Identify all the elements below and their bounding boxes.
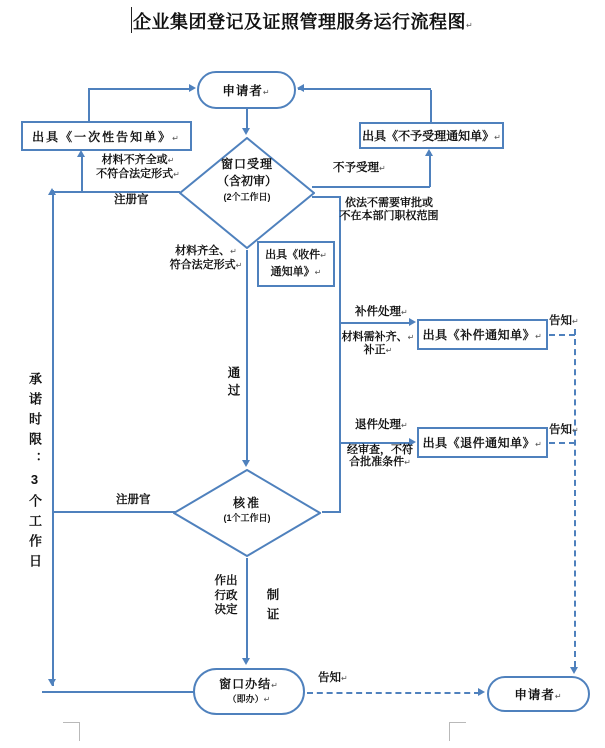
return-mark: ↵: [401, 421, 408, 430]
label-return-process: [355, 416, 408, 432]
return-mark: ↵: [314, 268, 322, 277]
label-supplement-process: [355, 303, 408, 319]
make-decision-line3: 决定: [214, 604, 238, 616]
return-mark: ↵: [379, 164, 386, 173]
applicant-bottom-label: [514, 685, 562, 703]
return-mark: ↵: [404, 458, 411, 467]
arrowhead-into-applicant-right: [297, 84, 304, 92]
label-not-accepted: [333, 159, 386, 175]
not-accept-notice-label: [362, 127, 501, 144]
approval-line2: (1个工作日): [223, 513, 271, 523]
connector-approval-to-complete: [246, 558, 248, 658]
connector-onetime-to-applicant: [88, 88, 190, 90]
page-title: [133, 8, 473, 34]
receipt-notice-line1: [265, 247, 327, 264]
window-accept-label: [179, 156, 315, 205]
label-materials-complete: [164, 245, 248, 272]
supplement-reason-line2: 补正: [363, 344, 386, 356]
connector-applicant-to-accept: [246, 109, 248, 130]
arrowhead-into-accept-diamond: [242, 128, 250, 135]
node-applicant-bottom: [487, 676, 590, 712]
return-mark: ↵: [572, 426, 579, 435]
return-mark: ↵: [407, 333, 415, 342]
label-notify-complete: [318, 669, 348, 685]
node-not-accept-notice: [359, 122, 504, 149]
label-registrar-top: 注册官: [114, 194, 149, 206]
connector-to-supplement-box: [341, 322, 411, 324]
connector-onetime-box-up: [88, 90, 90, 122]
return-mark: ↵: [535, 332, 543, 341]
node-applicant-top: [197, 71, 296, 109]
connector-notaccept-to-applicant: [298, 88, 431, 90]
label-no-need-approval: [331, 197, 447, 222]
materials-complete-line2: 符合法定形式: [169, 258, 236, 271]
timeline-span-line: [52, 190, 54, 686]
label-notify-return: [549, 421, 579, 437]
node-return-notice: [417, 427, 548, 458]
receipt-notice-line2: [271, 264, 322, 281]
arrowhead-into-onetime-box: [77, 150, 85, 157]
connector-up-to-notaccept-box: [429, 152, 431, 187]
return-reason-line1: 经审查，不符: [347, 444, 413, 456]
boundary-mark-left-h: [63, 722, 80, 723]
return-mark: ↵: [572, 317, 579, 326]
arrowhead-into-supplement-box: [409, 318, 416, 326]
text-cursor: [131, 7, 132, 33]
label-make-certificate: 制证: [265, 588, 279, 627]
return-mark: ↵: [494, 133, 501, 142]
materials-incomplete-line1: 材料不齐全或: [101, 154, 168, 166]
window-accept-line2: （含初审）: [216, 174, 277, 188]
notify-complete-text: 告知: [318, 672, 341, 684]
page-title-text: 企业集团登记及证照管理服务运行流程图: [133, 12, 466, 32]
supplement-reason-line1: 材料需补齐、: [341, 331, 408, 343]
window-complete-text2: （即办）: [227, 694, 264, 704]
connector-accept-right: [312, 186, 430, 188]
connector-accept-to-approval: [246, 250, 248, 460]
one-time-notice-label: [32, 128, 181, 145]
arrowhead-into-approval-diamond: [242, 460, 250, 467]
connector-timeline-to-complete: [42, 691, 197, 693]
window-accept-line1: 窗口受理: [220, 157, 273, 171]
node-receipt-notice: [257, 241, 335, 287]
supplement-notice-text: 出具《补件通知单》: [422, 328, 536, 342]
arrowhead-into-complete-oval: [242, 658, 250, 665]
arrowhead-into-applicant-left: [189, 84, 196, 92]
boundary-mark-left-v: [79, 722, 80, 741]
notify-return-text: 告知: [549, 424, 572, 436]
return-mark: ↵: [167, 156, 175, 165]
supplement-notice-label: [423, 326, 543, 343]
label-return-reason: [342, 444, 418, 469]
make-decision-line1: 作出: [214, 575, 238, 587]
return-mark: ↵: [535, 440, 543, 449]
applicant-top-text: 申请者: [222, 84, 263, 98]
no-need-approval-line2: 不在本部门职权范围: [339, 209, 439, 222]
window-complete-line1: [219, 677, 279, 693]
return-mark: ↵: [271, 681, 279, 690]
connector-approval-left: [53, 511, 176, 513]
return-mark: ↵: [172, 133, 181, 143]
approval-label: [173, 495, 321, 525]
window-complete-line2: [228, 693, 271, 706]
label-materials-incomplete: [88, 154, 188, 181]
arrowhead-into-notaccept-box: [425, 149, 433, 156]
one-time-notice-text: 出具《一次性告知单》: [32, 129, 173, 144]
window-accept-line3: (2个工作日): [223, 192, 271, 202]
return-reason-line2: 合批准条件: [349, 456, 405, 468]
label-pass: 通过: [226, 366, 240, 401]
return-mark: ↵: [554, 692, 563, 701]
return-mark: ↵: [262, 88, 271, 97]
connector-sideline-to-approval: [322, 511, 340, 513]
node-window-complete: [193, 668, 305, 715]
return-mark: ↵: [385, 346, 393, 355]
materials-complete-line1: 材料齐全、: [175, 245, 231, 257]
arrowhead-timeline-bottom: [48, 679, 56, 686]
return-notice-label: [423, 434, 543, 451]
receipt-notice-text2: 通知单》: [270, 266, 315, 278]
window-complete-text1: 窗口办结: [219, 677, 272, 691]
label-registrar-bottom: 注册官: [116, 494, 151, 506]
label-supplement-reason: [340, 331, 416, 357]
return-mark: ↵: [320, 251, 327, 260]
notify-supplement-text: 告知: [549, 315, 572, 327]
return-notice-text: 出具《退件通知单》: [422, 436, 536, 450]
return-mark: ↵: [173, 169, 180, 179]
return-mark: ↵: [341, 674, 348, 683]
return-process-text: 退件处理: [355, 419, 401, 431]
boundary-mark-right-h: [449, 722, 466, 723]
boundary-mark-right-v: [449, 722, 450, 741]
dashed-notify-vertical: [574, 329, 576, 667]
make-decision-line2: 行政: [214, 589, 238, 602]
supplement-process-text: 补件处理: [355, 306, 401, 318]
no-need-approval-line1: 依法不需要审批或: [345, 197, 433, 209]
node-supplement-notice: [417, 319, 548, 350]
label-notify-supplement: [549, 312, 579, 328]
arrowhead-timeline-top: [48, 188, 56, 195]
arrowhead-notify-into-applicant-left: [478, 688, 485, 696]
dashed-complete-to-applicant: [307, 692, 480, 694]
label-make-decision: [211, 574, 241, 618]
applicant-bottom-text: 申请者: [514, 688, 555, 702]
connector-up-to-onetime-box: [81, 154, 83, 192]
return-mark: ↵: [230, 247, 237, 256]
not-accept-notice-text: 出具《不予受理通知单》: [362, 129, 495, 143]
return-mark: ↵: [401, 308, 408, 317]
arrowhead-notify-into-applicant-top: [570, 667, 578, 674]
node-one-time-notice: [21, 121, 192, 151]
return-mark: ↵: [235, 260, 243, 270]
return-mark: ↵: [466, 21, 474, 30]
label-promise-limit: 承诺时限：3个工作日: [27, 372, 42, 574]
applicant-top-label: [222, 81, 270, 99]
approval-line1: 核准: [232, 496, 261, 510]
return-mark: ↵: [263, 695, 271, 704]
dashed-return-to-notify: [549, 442, 575, 444]
connector-notaccept-box-up: [430, 90, 432, 123]
dashed-supplement-to-notify: [549, 334, 575, 336]
not-accepted-text: 不予受理: [333, 162, 379, 174]
receipt-notice-text1: 出具《收件: [265, 249, 321, 261]
materials-incomplete-line2: 不符合法定形式: [96, 167, 174, 180]
